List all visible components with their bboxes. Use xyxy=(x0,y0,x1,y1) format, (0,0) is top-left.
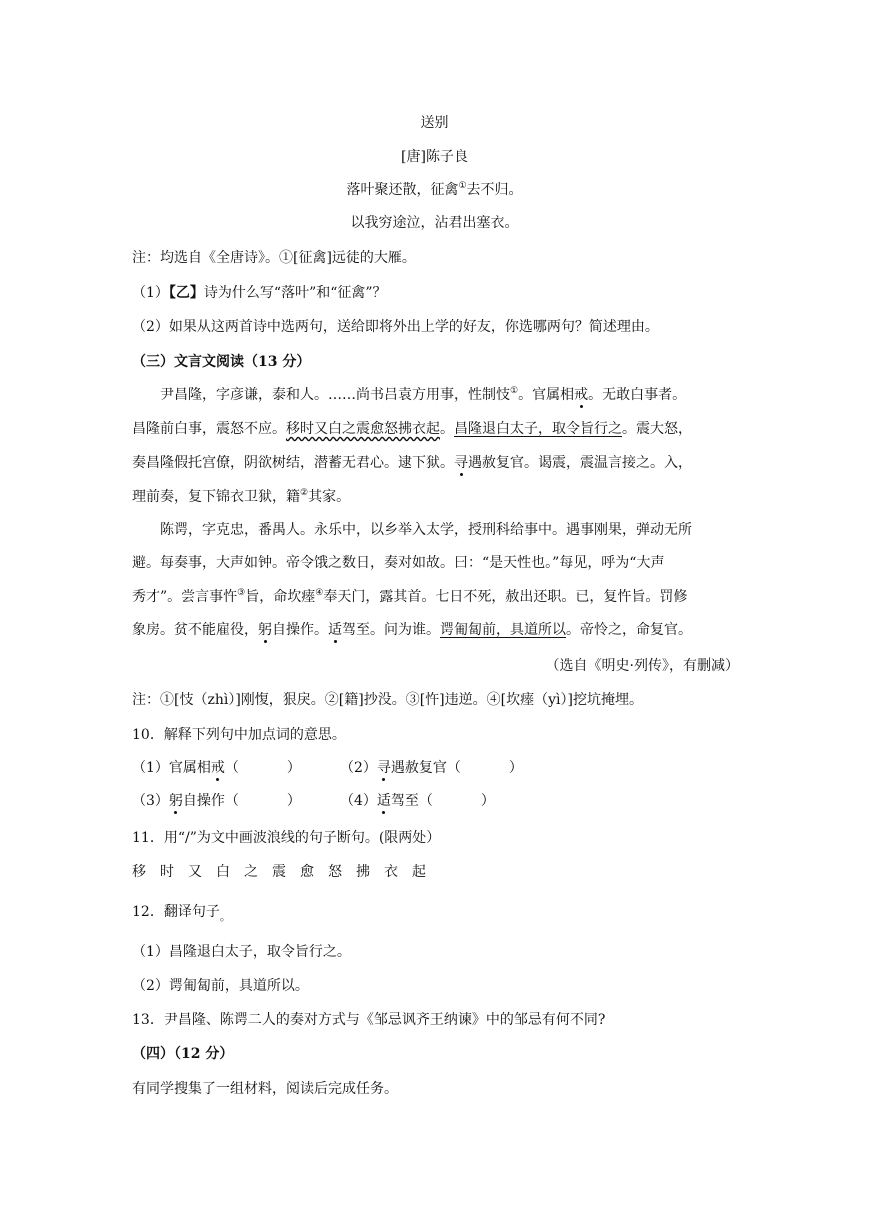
section-4-header: （四）（12 分） xyxy=(132,1046,234,1062)
passage-p1-line-3: 奏昌隆假托宫僚，阴欲树结，潜蓄无君心。逮下狱。寻遇赦复官。谒震，震温言接之。入， xyxy=(132,455,692,471)
passage-p2-line-1: 陈谔，字克忠，番禺人。永乐中，以乡举入太学，授刑科给事中。遇事刚果，弹动无所 xyxy=(160,522,692,538)
poem-line-1: 落叶聚还散，征禽①去不归。 xyxy=(346,181,523,198)
passage-source: （选自《明史·列传》，有删减） xyxy=(545,658,739,674)
question-12-item-2: （2）谔匍匐前，具道所以。 xyxy=(132,978,309,994)
passage-p1-line-1: 尹昌隆，字彦谦，泰和人。……尚书吕袁方用事，性制忮①。官属相戒。无敢白事者。 xyxy=(160,386,687,403)
underlined-sentence: 昌隆退白太子，取令旨行之 xyxy=(454,421,622,437)
question-10-item-2: （2）寻遇赦复官（ ） xyxy=(340,760,523,776)
section-3-header: （三）文言文阅读（13 分） xyxy=(132,354,311,370)
passage-p1-line-4: 理前奏，复下锦衣卫狱，籍②其家。 xyxy=(132,488,351,505)
question-11-stem: 11．用“/”为文中画波浪线的句子断句。(限两处） xyxy=(132,830,441,846)
poem-note: 注：均选自《全唐诗》。①[征禽]远徒的大雁。 xyxy=(132,250,416,266)
question-10-item-1: （1）官属相戒（ ） xyxy=(132,760,301,776)
dotted-word: 躬 xyxy=(258,622,272,638)
poem-line-2: 以我穷途泣，沾君出塞衣。 xyxy=(350,215,519,231)
question-12-item-1: （1）昌隆退白太子，取令旨行之。 xyxy=(132,944,351,960)
question-11-characters: 移时又白之震愈怒拂衣起 xyxy=(132,864,440,880)
passage-p2-line-2: 避。每奏事，大声如钟。帝令饿之数日，奏对如故。曰：“是天性也。”每见，呼为“大声 xyxy=(132,555,665,571)
underlined-sentence: 谔匍匐前，具道所以 xyxy=(440,622,566,638)
passage-p1-line-2: 昌隆前白事，震怒不应。移时又白之震愈怒拂衣起。昌隆退白太子，取令旨行之。震大怒， xyxy=(132,421,692,437)
poem-author: [唐]陈子良 xyxy=(401,149,468,165)
dotted-word: 寻 xyxy=(454,455,468,471)
passage-note: 注：①[忮（zhì）]刚愎，狠戾。②[籍]抄没。③[忤]违逆。④[坎瘗（yì）]挖坑掩埋。 xyxy=(132,692,643,708)
passage-p2-line-3: 秀才”。尝言事忤③旨，命坎瘗④奉天门，露其首。七日不死，赦出还职。已，复忤旨。罚修 xyxy=(132,588,688,605)
question-10-stem: 10．解释下列句中加点词的意思。 xyxy=(132,727,346,743)
wavy-underlined-sentence: 移时又白之震愈怒拂衣起 xyxy=(286,421,440,437)
question-10-item-4: （4）适驾至（ ） xyxy=(340,793,495,809)
passage-p2-line-4: 象房。贫不能雇役，躬自操作。适驾至。问为谁。谔匍匐前，具道所以。帝怜之，命复官。 xyxy=(132,622,692,638)
section-4-intro: 有同学搜集了一组材料，阅读后完成任务。 xyxy=(132,1081,398,1097)
poem-question-1: （1）【乙】诗为什么写“落叶”和“征禽”？ xyxy=(132,285,387,301)
dotted-word: 戒 xyxy=(574,387,589,403)
question-12-stem: 12．翻译句子$_。$ xyxy=(132,904,231,923)
question-10-item-3: （3）躬自操作（ ） xyxy=(132,793,301,809)
poem-question-2: （2）如果从这两首诗中选两句，送给即将外出上学的好友，你选哪两句？简述理由。 xyxy=(132,319,659,335)
question-13: 13．尹昌隆、陈谔二人的奏对方式与《邹忌讽齐王纳谏》中的邹忌有何不同? xyxy=(132,1012,606,1028)
poem-title: 送别 xyxy=(420,115,449,131)
dotted-word: 适 xyxy=(328,622,342,638)
